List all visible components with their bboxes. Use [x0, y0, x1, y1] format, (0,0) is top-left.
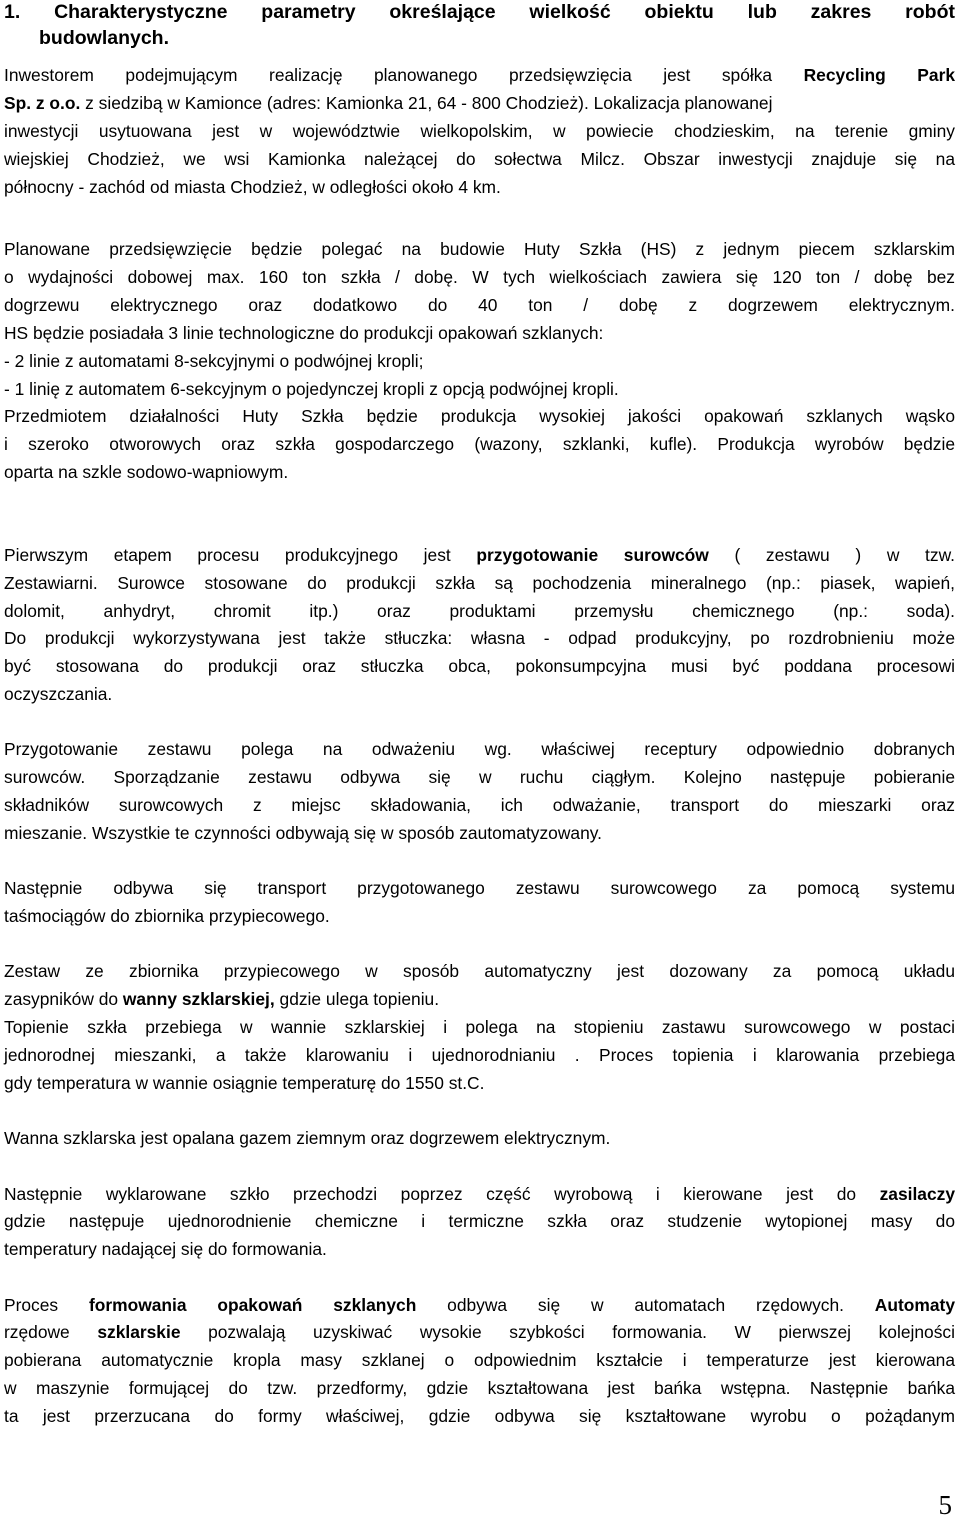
text-line: - 2 linie z automatami 8-sekcyjnymi o podwójnej kropli;	[4, 351, 424, 371]
section-number: 1.	[4, 1, 21, 23]
page-number: 5	[938, 1490, 952, 1520]
text-line: gdzie następuje ujednorodnienie chemiczne i termiczne szkła oraz studzenie wytopionej masy do	[4, 1211, 955, 1231]
text-line: Następnie odbywa się transport przygotowanego zestawu surowcowego za pomocą systemu	[4, 878, 955, 898]
text-line: Planowane przedsięwzięcie będzie polegać na budowie Huty Szkła (HS) z jednym piecem szklarskim	[4, 239, 955, 259]
text-line: Pierwszym etapem procesu produkcyjnego jest przygotowanie surowców ( zestawu ) w tzw.	[4, 545, 955, 565]
text-line: Wanna szklarska jest opalana gazem ziemnym oraz dogrzewem elektrycznym.	[4, 1128, 611, 1148]
text-line: rzędowe szklarskie pozwalają uzyskiwać wysokie szybkości formowania. W pierwszej kolejności	[4, 1322, 955, 1342]
text-line: oczyszczania.	[4, 684, 113, 704]
text-line: Topienie szkła przebiega w wannie szklarskiej i polega na stopieniu zastawu surowcowego w postaci	[4, 1017, 955, 1037]
text-line: - 1 linię z automatem 6-sekcyjnym o pojedynczej kropli z opcją podwójnej kropli.	[4, 379, 619, 399]
text-line: Zestawiarni. Surowce stosowane do produkcji szkła są pochodzenia mineralnego (np.: piasek, wapień,	[4, 573, 955, 593]
text-line: składników surowcowych z miejsc składowania, ich odważanie, transport do mieszarki oraz	[4, 795, 955, 815]
text-line: i szeroko otworowych oraz szkła gospodarczego (wazony, szklanki, kufle). Produkcja wyrobów będzie	[4, 434, 955, 454]
text-line: Zestaw ze zbiornika przypiecowego w sposób automatyczny jest dozowany za pomocą układu	[4, 961, 955, 981]
text-line: w maszynie formującej do tzw. przedformy, gdzie kształtowana jest bańka wstępna. Następnie bańka	[4, 1378, 955, 1398]
text-line: Przygotowanie zestawu polega na odważeniu wg. właściwej receptury odpowiednio dobranych	[4, 739, 955, 759]
text-line: północny - zachód od miasta Chodzież, w odległości około 4 km.	[4, 177, 501, 197]
text-line: wiejskiej Chodzież, we wsi Kamionka należącej do sołectwa Milcz. Obszar inwestycji znajduje się na	[4, 149, 955, 169]
text-line: Sp. z o.o. z siedzibą w Kamionce (adres: Kamionka 21, 64 - 800 Chodzież). Lokalizacja planowanej	[4, 93, 773, 113]
text-line: dolomit, anhydryt, chromit itp.) oraz produktami przemysłu chemicznego (np.: soda).	[4, 601, 955, 621]
text-line: surowców. Sporządzanie zestawu odbywa się w ruchu ciągłym. Kolejno następuje pobieranie	[4, 767, 955, 787]
text-line: taśmociągów do zbiornika przypiecowego.	[4, 906, 330, 926]
text-line: jednorodnej mieszanki, a także klarowaniu i ujednorodnianiu . Proces topienia i klarowania przebiega	[4, 1045, 955, 1065]
text-line: temperatury nadającej się do formowania.	[4, 1239, 327, 1259]
text-line: dogrzewu elektrycznego oraz dodatkowo do 40 ton / dobę z dogrzewem elektrycznym.	[4, 295, 955, 315]
heading-line: 1. Charakterystyczne parametry określające wielkość obiektu lub zakres robót	[4, 1, 955, 23]
text-line: Przedmiotem działalności Huty Szkła będzie produkcja wysokiej jakości opakowań szklanych wąsko	[4, 406, 955, 426]
text-line: mieszanie. Wszystkie te czynności odbywają się w sposób zautomatyzowany.	[4, 823, 602, 843]
text-line: inwestycji usytuowana jest w województwie wielkopolskim, w powiecie chodzieskim, na terenie gminy	[4, 121, 955, 141]
text-line: Inwestorem podejmującym realizację planowanego przedsięwzięcia jest spółka Recycling Park	[4, 65, 956, 85]
text-line: o wydajności dobowej max. 160 ton szkła / dobę. W tych wielkościach zawiera się 120 ton / dobę bez	[4, 267, 955, 287]
text-line: HS będzie posiadała 3 linie technologiczne do produkcji opakowań szklanych:	[4, 323, 604, 343]
text-line: Proces formowania opakowań szklanych odbywa się w automatach rzędowych. Automaty	[4, 1295, 955, 1315]
text-line: ta jest przerzucana do formy właściwej, gdzie odbywa się kształtowane wyrobu o pożądanym	[4, 1406, 955, 1426]
text-line: Następnie wyklarowane szkło przechodzi poprzez część wyrobową i kierowane jest do zasilaczy	[4, 1184, 955, 1204]
text-line: Do produkcji wykorzystywana jest także stłuczka: własna - odpad produkcyjny, po rozdrobnieniu może	[4, 628, 955, 648]
text-line: zasypników do wanny szklarskiej, gdzie ulega topieniu.	[4, 989, 440, 1009]
heading-line: budowlanych.	[39, 27, 170, 49]
text-line: pobierana automatycznie kropla masy szklanej o odpowiednim kształcie i temperaturze jest kierowana	[4, 1350, 955, 1370]
text-line: gdy temperatura w wannie osiągnie temperaturę do 1550 st.C.	[4, 1073, 485, 1093]
text-line: oparta na szkle sodowo-wapniowym.	[4, 462, 289, 482]
text-line: być stosowana do produkcji oraz stłuczka obca, pokonsumpcyjna musi być poddana procesowi	[4, 656, 955, 676]
